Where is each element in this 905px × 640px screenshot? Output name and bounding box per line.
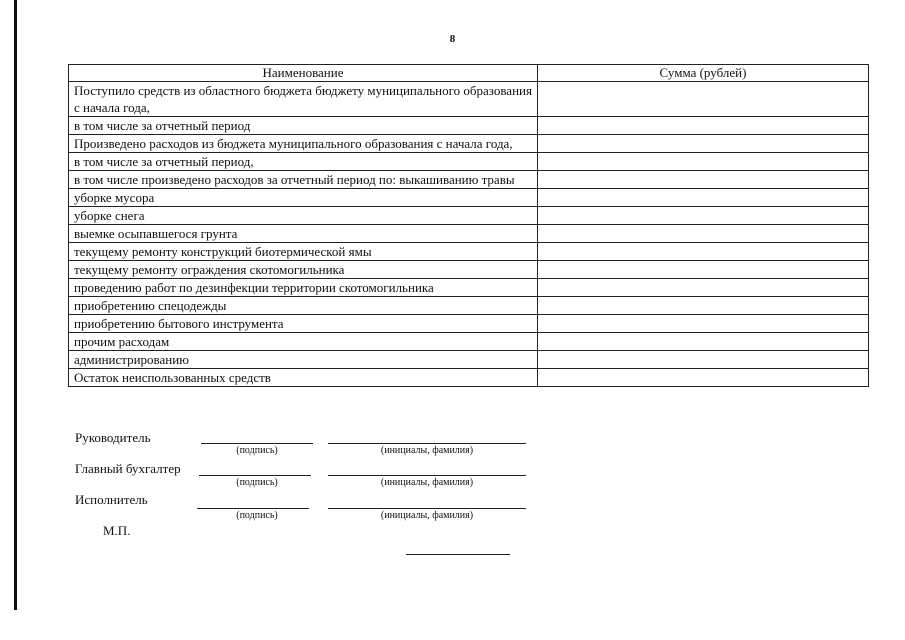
accountant-label: Главный бухгалтер <box>75 461 181 476</box>
executor-name-caption: (инициалы, фамилия) <box>380 510 474 521</box>
accountant-signature-line[interactable] <box>199 475 311 476</box>
table-row <box>69 315 869 333</box>
table-row <box>69 189 869 207</box>
amount-cell[interactable] <box>538 171 869 189</box>
amount-cell[interactable] <box>538 225 869 243</box>
header-amount: Сумма (рублей) <box>538 65 869 82</box>
row-label: в том числе за отчетный период <box>69 117 538 135</box>
header-name: Наименование <box>69 65 538 82</box>
table-row <box>69 225 869 243</box>
amount-cell[interactable] <box>538 153 869 171</box>
head-signature-line[interactable] <box>201 443 313 444</box>
executor-name-line[interactable] <box>328 508 526 509</box>
row-label: приобретению спецодежды <box>69 297 538 315</box>
row-label: выемке осыпавшегося грунта <box>69 225 538 243</box>
table-row <box>69 171 869 189</box>
table-row <box>69 82 869 117</box>
stamp-label: М.П. <box>103 523 131 538</box>
report-table <box>68 64 869 387</box>
row-label: Остаток неиспользованных средств <box>69 369 538 387</box>
amount-cell[interactable] <box>538 315 869 333</box>
row-label: Произведено расходов из бюджета муниципального образования с начала года, <box>69 135 538 153</box>
amount-cell[interactable] <box>538 82 869 117</box>
row-label: проведению работ по дезинфекции территории скотомогильника <box>69 279 538 297</box>
table-row <box>69 153 869 171</box>
amount-cell[interactable] <box>538 369 869 387</box>
amount-cell[interactable] <box>538 135 869 153</box>
amount-cell[interactable] <box>538 333 869 351</box>
table-row <box>69 243 869 261</box>
table-row <box>69 369 869 387</box>
executor-signature-caption: (подпись) <box>236 510 278 521</box>
table-row <box>69 297 869 315</box>
table-row <box>69 279 869 297</box>
footer-rule <box>406 554 510 555</box>
amount-cell[interactable] <box>538 207 869 225</box>
table-header-row <box>69 65 869 82</box>
head-signature-caption: (подпись) <box>236 445 278 456</box>
row-label: уборке мусора <box>69 189 538 207</box>
table-row <box>69 351 869 369</box>
table-row <box>69 135 869 153</box>
amount-cell[interactable] <box>538 117 869 135</box>
table-row <box>69 261 869 279</box>
accountant-name-caption: (инициалы, фамилия) <box>380 477 474 488</box>
row-label: администрированию <box>69 351 538 369</box>
accountant-name-line[interactable] <box>328 475 526 476</box>
row-label: текущему ремонту ограждения скотомогильника <box>69 261 538 279</box>
executor-label: Исполнитель <box>75 492 148 507</box>
table-row <box>69 333 869 351</box>
row-label: приобретению бытового инструмента <box>69 315 538 333</box>
amount-cell[interactable] <box>538 261 869 279</box>
table-row <box>69 117 869 135</box>
row-label: в том числе произведено расходов за отчетный период по: выкашиванию травы <box>69 171 538 189</box>
row-label: текущему ремонту конструкций биотермической ямы <box>69 243 538 261</box>
row-label: уборке снега <box>69 207 538 225</box>
head-name-caption: (инициалы, фамилия) <box>380 445 474 456</box>
row-label: Поступило средств из областного бюджета бюджету муниципального образования с начала года, <box>69 82 538 117</box>
left-margin-rule <box>14 0 17 610</box>
amount-cell[interactable] <box>538 279 869 297</box>
executor-signature-line[interactable] <box>197 508 309 509</box>
page-number: 8 <box>449 33 456 45</box>
accountant-signature-caption: (подпись) <box>236 477 278 488</box>
row-label: прочим расходам <box>69 333 538 351</box>
table-row <box>69 207 869 225</box>
amount-cell[interactable] <box>538 189 869 207</box>
amount-cell[interactable] <box>538 351 869 369</box>
row-label: в том числе за отчетный период, <box>69 153 538 171</box>
head-label: Руководитель <box>75 430 151 445</box>
head-name-line[interactable] <box>328 443 526 444</box>
amount-cell[interactable] <box>538 243 869 261</box>
amount-cell[interactable] <box>538 297 869 315</box>
